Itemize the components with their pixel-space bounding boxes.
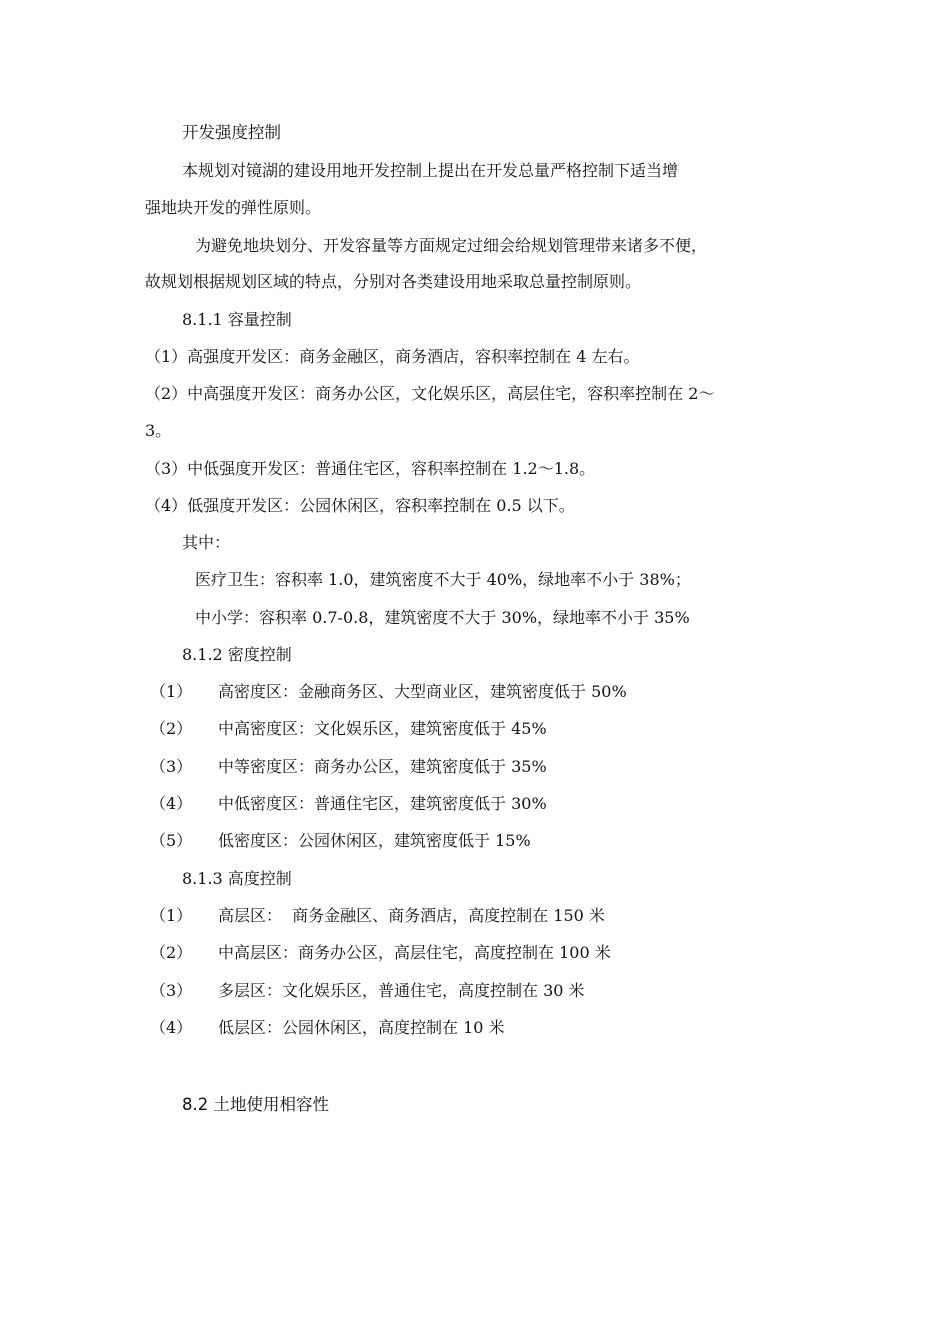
density-item-3-text: 中等密度区：商务办公区，建筑密度低于 35% bbox=[218, 757, 547, 776]
height-item-1 bbox=[150, 905, 605, 927]
height-item-4-text: 低层区：公园休闲区，高度控制在 10 米 bbox=[218, 1018, 505, 1037]
capacity-heading: 8.1.1 容量控制 bbox=[182, 310, 292, 329]
density-heading: 8.1.2 密度控制 bbox=[182, 645, 292, 664]
density-item-1-text: 高密度区：金融商务区、大型商业区，建筑密度低于 50% bbox=[218, 682, 627, 701]
height-item-2-text: 中高层区：商务办公区，高层住宅，高度控制在 100 米 bbox=[218, 943, 611, 962]
height-heading: 8.1.3 高度控制 bbox=[182, 869, 292, 888]
density-item-2-number: （2） bbox=[150, 719, 193, 738]
density-item-3 bbox=[150, 756, 547, 778]
density-item-1-number: （1） bbox=[150, 682, 193, 701]
density-item-5-number: （5） bbox=[150, 831, 193, 850]
capacity-item-2: （2）中高强度开发区：商务办公区，文化娱乐区，高层住宅，容积率控制在 2～ bbox=[145, 384, 715, 403]
density-item-4-text: 中低密度区：普通住宅区，建筑密度低于 30% bbox=[218, 794, 547, 813]
height-item-4 bbox=[150, 1017, 505, 1039]
density-item-2 bbox=[150, 718, 547, 740]
density-item-4 bbox=[150, 793, 547, 815]
intro-paragraph-1-line-1: 本规划对镜湖的建设用地开发控制上提出在开发总量严格控制下适当增 bbox=[182, 161, 679, 180]
height-item-2-number: （2） bbox=[150, 943, 193, 962]
capacity-note-medical: 医疗卫生：容积率 1.0，建筑密度不大于 40%，绿地率不小于 38%； bbox=[195, 570, 691, 589]
height-item-3-text: 多层区：文化娱乐区，普通住宅，高度控制在 30 米 bbox=[218, 981, 585, 1000]
height-item-3 bbox=[150, 980, 585, 1002]
capacity-note-school: 中小学：容积率 0.7-0.8，建筑密度不大于 30%，绿地率不小于 35% bbox=[195, 608, 690, 627]
capacity-item-2-continued: 3。 bbox=[145, 421, 172, 440]
density-item-5-text: 低密度区：公园休闲区，建筑密度低于 15% bbox=[218, 831, 531, 850]
next-section-heading: 8.2 土地使用相容性 bbox=[182, 1095, 329, 1114]
height-item-1-text: 高层区： 商务金融区、商务酒店，高度控制在 150 米 bbox=[218, 906, 605, 925]
density-item-4-number: （4） bbox=[150, 794, 193, 813]
intro-paragraph-1-line-2: 强地块开发的弹性原则。 bbox=[145, 198, 322, 217]
capacity-item-4: （4）低强度开发区：公园休闲区，容积率控制在 0.5 以下。 bbox=[145, 496, 575, 515]
density-item-5 bbox=[150, 830, 531, 852]
height-item-3-number: （3） bbox=[150, 981, 193, 1000]
capacity-among-label: 其中： bbox=[182, 533, 231, 552]
capacity-item-3: （3）中低强度开发区：普通住宅区，容积率控制在 1.2～1.8。 bbox=[145, 459, 596, 478]
height-item-1-number: （1） bbox=[150, 906, 193, 925]
section-heading: 开发强度控制 bbox=[182, 123, 281, 142]
height-item-4-number: （4） bbox=[150, 1018, 193, 1037]
density-item-1 bbox=[150, 681, 627, 703]
intro-paragraph-2-line-2: 故规划根据规划区域的特点，分别对各类建设用地采取总量控制原则。 bbox=[145, 272, 642, 291]
density-item-3-number: （3） bbox=[150, 757, 193, 776]
intro-paragraph-2-line-1: 为避免地块划分、开发容量等方面规定过细会给规划管理带来诸多不便， bbox=[195, 236, 708, 255]
height-item-2 bbox=[150, 942, 611, 964]
density-item-2-text: 中高密度区：文化娱乐区，建筑密度低于 45% bbox=[218, 719, 547, 738]
capacity-item-1: （1）高强度开发区：商务金融区，商务酒店，容积率控制在 4 左右。 bbox=[145, 347, 640, 366]
